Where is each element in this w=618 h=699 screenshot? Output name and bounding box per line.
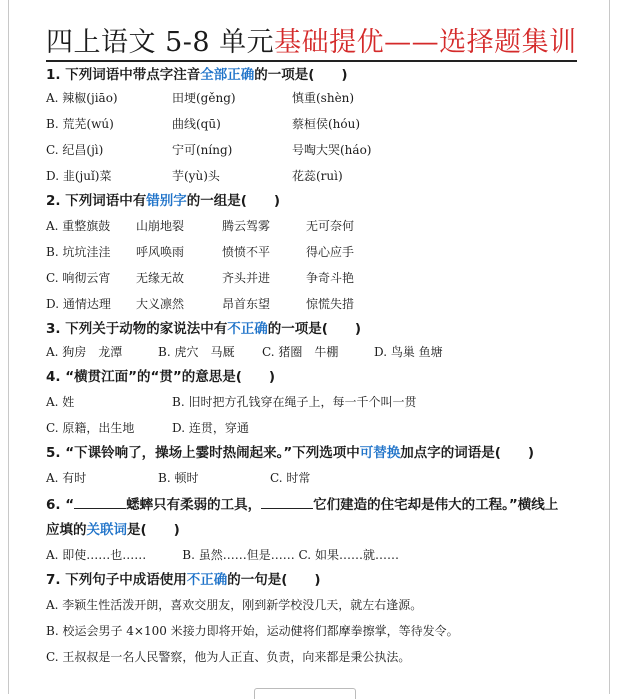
q2-c-2: 无缘无故 — [136, 271, 185, 285]
q1-option-c — [46, 142, 592, 158]
worksheet — [46, 26, 592, 665]
q1-highlight: 全部正确 — [200, 67, 255, 83]
q6-blank-1 — [74, 495, 126, 509]
q7-b: B. 校运会男子 4×100 米接力即将开始，运动健将们都摩拳擦掌，等待发令。 — [46, 624, 459, 638]
question-2 — [46, 192, 592, 210]
question-1 — [46, 66, 592, 84]
q2-d-3: 昂首东望 — [222, 297, 271, 311]
question-7 — [46, 571, 592, 589]
q1-b-1: B. 荒芜(wú) — [46, 117, 114, 131]
q5-highlight: 可替换 — [359, 445, 401, 461]
q2-a-1: A. 重整旗鼓 — [46, 219, 111, 233]
q1-b-3: 蔡桓侯(hóu) — [292, 117, 361, 131]
q1-c-3: 号啕大哭(háo) — [292, 143, 372, 157]
question-4: 4. “横贯江面”的“贯”的意思是( ) — [46, 369, 276, 385]
q3-post: 的一项是( ) — [267, 321, 362, 337]
title-part-2: 基础提优——选择题集训 — [274, 27, 577, 58]
q7-post: 的一句是( ) — [227, 572, 321, 588]
q1-post: 的一项是( ) — [254, 67, 348, 83]
q2-d-4: 惊慌失措 — [306, 297, 355, 311]
q4-c: C. 原籍，出生地 — [46, 421, 135, 435]
q5-pre: 5. “下课铃响了，操场上霎时热闹起来。”下列选项中 — [46, 445, 360, 461]
q5-a: A. 有时 — [46, 471, 87, 485]
q4-row-1 — [46, 394, 592, 410]
title-part-1: 四上语文 5-8 单元 — [46, 27, 275, 58]
q2-b-2: 呼风唤雨 — [136, 245, 185, 259]
q7-pre: 7. 下列句子中成语使用 — [46, 572, 187, 588]
q2-c-1: C. 响彻云宵 — [46, 271, 111, 285]
q6-line2-post: 是( ) — [127, 522, 180, 538]
q1-c-1: C. 纪昌(jì) — [46, 143, 104, 157]
q1-d-3: 花蕊(ruì) — [292, 169, 343, 183]
question-5 — [46, 444, 592, 462]
q1-a-2: 田埂(gěng) — [172, 91, 236, 105]
q5-options — [46, 470, 592, 486]
q3-a: A. 狗房 龙潭 — [46, 345, 123, 359]
q2-highlight: 错别字 — [146, 193, 187, 209]
page-right-edge — [609, 0, 610, 694]
q2-a-4: 无可奈何 — [306, 219, 355, 233]
q6-options — [46, 547, 592, 563]
q2-options — [46, 218, 592, 312]
title-wrap — [46, 26, 592, 62]
q4-row-2 — [46, 420, 592, 436]
q6-part-2: 蟋蟀只有柔弱的工具， — [126, 497, 262, 513]
q3-c: C. 猪圈 牛棚 — [262, 345, 339, 359]
q2-post: 的一组是( ) — [186, 193, 281, 209]
q6-part-3: 它们建造的住宅却是伟大的工程。”横线上 — [313, 497, 559, 513]
question-6-line-2 — [46, 521, 592, 539]
question-6 — [46, 495, 592, 514]
q1-a-3: 慎重(shèn) — [292, 91, 355, 105]
q3-pre: 3. 下列关于动物的家说法中有 — [46, 321, 228, 337]
q5-c: C. 时常 — [270, 471, 311, 485]
q2-pre: 2. 下列词语中有 — [46, 193, 147, 209]
q3-b: B. 虎穴 马厩 — [158, 345, 235, 359]
q7-a: A. 李颖生性活泼开朗，喜欢交朋友，刚到新学校没几天，就左右逢源。 — [46, 598, 423, 612]
q6-blank-2 — [261, 495, 313, 509]
question-3 — [46, 320, 592, 338]
q7-c: C. 王叔叔是一名人民警察，他为人正直、负责，向来都是秉公执法。 — [46, 650, 411, 664]
q1-option-b — [46, 116, 592, 132]
q5-b: B. 顿时 — [158, 471, 199, 485]
q1-pre: 1. 下列词语中带点字注音 — [46, 67, 201, 83]
q7-option-b — [46, 623, 592, 639]
q2-c-3: 齐头并进 — [222, 271, 271, 285]
q5-post: 加点字的词语是( ) — [400, 445, 535, 461]
q1-d-2: 芋(yù)头 — [172, 169, 220, 183]
q1-option-d — [46, 168, 592, 184]
q2-option-b — [46, 244, 592, 260]
q2-b-1: B. 坑坑洼洼 — [46, 245, 111, 259]
q1-option-a — [46, 90, 592, 106]
q6-part-1: 6. “ — [46, 497, 75, 513]
q3-options — [46, 344, 592, 360]
q1-c-2: 宁可(níng) — [172, 143, 233, 157]
q1-b-2: 曲线(qū) — [172, 117, 221, 131]
q2-b-4: 得心应手 — [306, 245, 355, 259]
q2-option-d — [46, 296, 592, 312]
q7-highlight: 不正确 — [186, 572, 228, 588]
page-left-edge — [8, 0, 9, 694]
q4-b: B. 旧时把方孔钱穿在绳子上，每一千个叫一贯 — [172, 395, 417, 409]
worksheet-title — [46, 26, 577, 62]
q2-a-2: 山崩地裂 — [136, 219, 185, 233]
q1-a-1: A. 辣椒(jiāo) — [46, 91, 118, 105]
q7-option-a — [46, 597, 592, 613]
q1-options — [46, 90, 592, 184]
q6-options-text: A. 即使……也…… B. 虽然……但是…… C. 如果……就…… — [46, 548, 399, 562]
q6-line2-pre: 应填的 — [46, 522, 87, 538]
q4-a: A. 姓 — [46, 395, 75, 409]
q2-d-2: 大义凛然 — [136, 297, 185, 311]
q4-d: D. 连贯，穿通 — [172, 421, 249, 435]
q2-option-a — [46, 218, 592, 234]
q2-b-3: 愤愤不平 — [222, 245, 271, 259]
q2-option-c — [46, 270, 592, 286]
q2-c-4: 争奇斗艳 — [306, 271, 355, 285]
q2-d-1: D. 通情达理 — [46, 297, 111, 311]
q2-a-3: 腾云驾雾 — [222, 219, 271, 233]
q3-highlight: 不正确 — [227, 321, 268, 337]
q1-d-1: D. 韭(juǐ)菜 — [46, 169, 112, 183]
q6-highlight: 关联词 — [86, 522, 127, 538]
q7-option-c — [46, 649, 592, 665]
q3-d: D. 鸟巢 鱼塘 — [374, 345, 443, 359]
